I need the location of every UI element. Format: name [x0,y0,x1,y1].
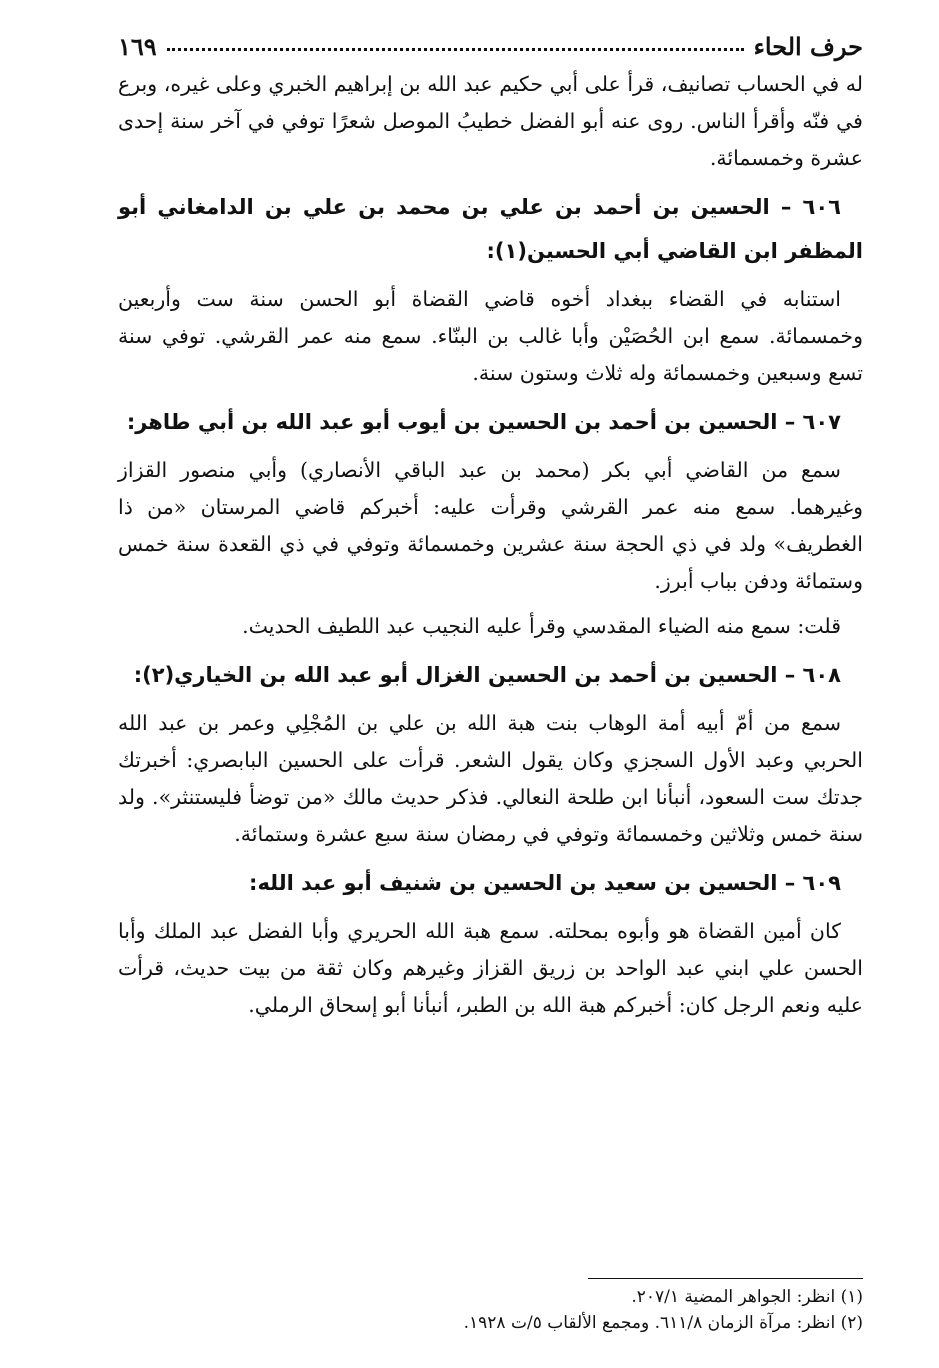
footnote-1: (١) انظر: الجواهر المضية ٢٠٧/١. [631,1287,863,1307]
page-body [118,66,863,1032]
entry-heading-608: ٦٠٨ – الحسين بن أحمد بن الحسين الغزال أبو عبد الله بن الخياري(٢): [133,663,841,687]
editor-note-607: قلت: سمع منه الضياء المقدسي وقرأ عليه النجيب عبد اللطيف الحديث. [242,614,841,638]
entry-heading-606: ٦٠٦ – الحسين بن أحمد بن علي بن محمد بن علي بن الدامغاني أبو المظفر ابن القاضي أبي الحسين(١): [118,195,863,263]
footnote-2: (٢) انظر: مرآة الزمان ٦١١/٨. ومجمع الألقاب ٥/ت ١٩٢٨. [463,1313,863,1333]
entry-heading-609: ٦٠٩ – الحسين بن سعيد بن الحسين بن شنيف أبو عبد الله: [249,871,841,895]
entry-body-609: كان أمين القضاة هو وأبوه بمحلته. سمع هبة الله الحريري وأبا الفضل عبد الملك وأبا الحسن علي ابني عبد الواحد بن زريق القزاز وغيرهم وكان ثقة من بيت حديث، قرأت عليه ونعم الرجل كان: أخبركم هبة الله بن الطبر، أنبأنا أبو إسحاق الرملي. [118,919,863,1017]
page-number: ١٦٩ [118,31,157,61]
entry-heading-607: ٦٠٧ – الحسين بن أحمد بن الحسين بن أيوب أبو عبد الله بن أبي طاهر: [126,410,841,434]
footnote-divider [588,1278,863,1279]
paragraph-continued: له في الحساب تصانيف، قرأ على أبي حكيم عبد الله بن إبراهيم الخبري وعلى غيره، وبرع في فنّه وأقرأ الناس. روى عنه أبو الفضل خطيبُ الموصل شعرًا توفي في آخر سنة إحدى عشرة وخمسمائة. [118,72,863,170]
section-title: حرف الحاء [753,31,863,61]
footnotes [118,1284,863,1336]
entry-body-606: استنابه في القضاء ببغداد أخوه قاضي القضاة أبو الحسن سنة ست وأربعين وخمسمائة. سمع ابن الحُصَيْن وأبا غالب بن البنّاء. سمع منه عمر القرشي. توفي سنة تسع وسبعين وخمسمائة وله ثلاث وستون سنة. [118,287,863,385]
entry-body-607: سمع من القاضي أبي بكر (محمد بن عبد الباقي الأنصاري) وأبي منصور القزاز وغيرهما. سمع منه عمر القرشي وقرأت عليه: أخبركم قاضي المرستان «من ذا الغطريف» ولد في ذي الحجة سنة عشرين وخمسمائة وتوفي في ذي القعدة سنة خمس وستمائة ودفن بباب أبرز. [118,458,863,593]
leader-dots [167,48,744,51]
running-header [118,26,863,66]
entry-body-608: سمع من أمّ أبيه أمة الوهاب بنت هبة الله بن علي بن المُجْلِي وعمر بن عبد الله الحربي وعبد الأول السجزي وكان يقول الشعر. قرأت على الحسين البابصري: أخبرتك جدتك ست السعود، أنبأنا ابن طلحة النعالي. فذكر حديث مالك «من توضأ فليستنثر». ولد سنة خمس وثلاثين وخمسمائة وتوفي في رمضان سنة سبع عشرة وستمائة. [118,711,863,846]
